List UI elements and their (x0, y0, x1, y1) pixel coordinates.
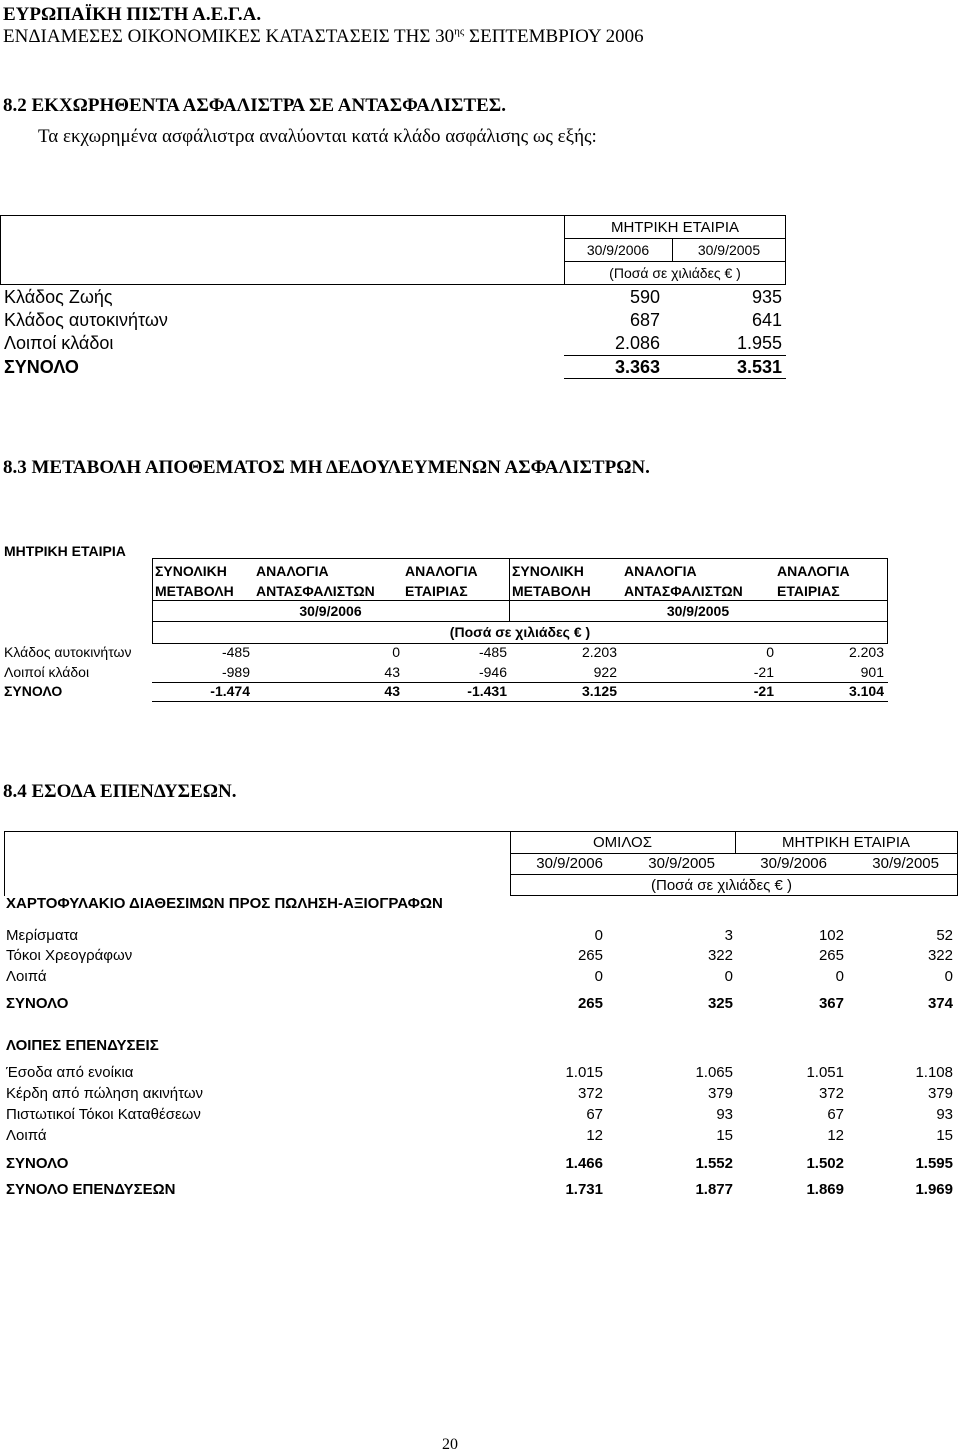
s82-col1-header: 30/9/2006 (586, 242, 650, 258)
table-cell: 12 (827, 1127, 844, 1144)
table-cell: 641 (751, 310, 782, 330)
table-cell: 372 (818, 1085, 844, 1102)
s84-date-header: 30/9/2006 (760, 855, 827, 872)
table-cell: 901 (860, 664, 884, 680)
s84-portfolio-total-label: ΣΥΝΟΛΟ (6, 995, 69, 1012)
table-cell: -1.431 (467, 683, 507, 699)
report-subtitle-pre: ΕΝΔΙΑΜΕΣΕΣ ΟΙΚΟΝΟΜΙΚΕΣ ΚΑΤΑΣΤΑΣΕΙΣ ΤΗΣ 30 (3, 26, 455, 47)
s84-date-header: 30/9/2006 (536, 855, 603, 872)
s83-col-header-line: ΑΝΑΛΟΓΙΑ (405, 563, 478, 579)
table-cell: 2.203 (581, 644, 617, 660)
table-cell: -946 (478, 664, 507, 680)
s83-col-header-line: ΑΝΑΛΟΓΙΑ (624, 563, 697, 579)
table-cell: 0 (944, 968, 953, 985)
table-cell: 265 (577, 995, 603, 1012)
s83-col-header-line: ΜΕΤΑΒΟΛΗ (512, 583, 591, 599)
table-cell: 0 (392, 644, 400, 660)
report-subtitle (3, 26, 644, 48)
table-cell: 687 (629, 310, 660, 330)
table-cell: 379 (707, 1085, 733, 1102)
page-number: 20 (442, 1436, 458, 1453)
table-row-label: Μερίσματα (6, 927, 79, 944)
table-cell: 935 (751, 287, 782, 307)
table-cell: 1.877 (695, 1181, 733, 1198)
s84-grand-total-label: ΣΥΝΟΛΟ ΕΠΕΝΔΥΣΕΩΝ (6, 1181, 176, 1198)
s84-other-title: ΛΟΙΠΕΣ ΕΠΕΝΔΥΣΕΙΣ (6, 1037, 159, 1054)
table-cell: -485 (221, 644, 250, 660)
table-cell: 12 (586, 1127, 603, 1144)
s84-other-total-label: ΣΥΝΟΛΟ (6, 1155, 69, 1172)
s83-total-label: ΣΥΝΟΛΟ (4, 683, 63, 699)
s82-total-v2: 3.531 (736, 357, 782, 377)
table-cell: 67 (827, 1106, 844, 1123)
table-row-label: Λοιπά (6, 968, 47, 985)
table-cell: 0 (594, 927, 603, 944)
s82-total-v1: 3.363 (614, 357, 660, 377)
s83-col-header-line: ΑΝΤΑΣΦΑΛΙΣΤΩΝ (256, 583, 375, 599)
table-cell: -1.474 (210, 683, 250, 699)
table-cell: 322 (927, 947, 953, 964)
table-cell: 1.502 (806, 1155, 844, 1172)
table-cell: 67 (586, 1106, 603, 1123)
table-cell: -989 (221, 664, 250, 680)
table-cell: 0 (766, 644, 774, 660)
s83-col-header-line: ΜΕΤΑΒΟΛΗ (155, 583, 234, 599)
s83-col-header (624, 561, 743, 601)
table-cell: 102 (818, 927, 844, 944)
s83-col-header-line: ΑΝΤΑΣΦΑΛΙΣΤΩΝ (624, 583, 743, 599)
table-cell: 372 (577, 1085, 603, 1102)
s84-units: (Ποσά σε χιλιάδες € ) (651, 877, 793, 894)
s83-col-header-line: ΑΝΑΛΟΓΙΑ (256, 563, 329, 579)
table-cell: 3.104 (848, 683, 884, 699)
table-cell: 1.552 (695, 1155, 733, 1172)
s83-col-header-line: ΣΥΝΟΛΙΚΗ (155, 563, 227, 579)
s83-col-header (155, 561, 234, 601)
table-row-label: Πιστωτικοί Τόκοι Καταθέσεων (6, 1106, 201, 1123)
s82-group-header: ΜΗΤΡΙΚΗ ΕΤΑΙΡΙΑ (610, 219, 740, 236)
table-cell: 93 (936, 1106, 953, 1123)
section-8-2-intro: Τα εκχωρημένα ασφάλιστρα αναλύονται κατά κλάδο ασφάλισης ως εξής: (38, 126, 597, 147)
table-cell: 15 (716, 1127, 733, 1144)
table-cell: 1.731 (565, 1181, 603, 1198)
table-cell: -21 (753, 683, 774, 699)
s83-col-header-line: ΕΤΑΙΡΙΑΣ (777, 583, 840, 599)
table-cell: 590 (629, 287, 660, 307)
table-cell: 1.051 (806, 1064, 844, 1081)
s84-group1-header: ΟΜΙΛΟΣ (593, 834, 652, 851)
s83-col-header (512, 561, 591, 601)
table-cell: 43 (384, 664, 400, 680)
table-cell: 2.086 (614, 333, 660, 353)
company-name: ΕΥΡΩΠΑΪΚΗ ΠΙΣΤΗ Α.Ε.Γ.Α. (3, 4, 262, 25)
section-8-3-heading: 8.3 ΜΕΤΑΒΟΛΗ ΑΠΟΘΕΜΑΤΟΣ ΜΗ ΔΕΔΟΥΛΕΥΜΕΝΩΝ ΑΣΦΑΛΙΣΤΡΩΝ. (3, 457, 650, 478)
table-cell: 2.203 (848, 644, 884, 660)
s84-date-header: 30/9/2005 (872, 855, 939, 872)
s83-units: (Ποσά σε χιλιάδες € ) (449, 624, 591, 640)
s83-col-header-line: ΕΤΑΙΡΙΑΣ (405, 583, 468, 599)
table-row-label: Κέρδη από πώληση ακινήτων (6, 1085, 204, 1102)
table-cell: 1.955 (736, 333, 782, 353)
s83-group-label: ΜΗΤΡΙΚΗ ΕΤΑΙΡΙΑ (4, 543, 126, 559)
report-subtitle-post: ΣΕΠΤΕΜΒΡΙΟΥ 2006 (464, 26, 644, 47)
s83-date2: 30/9/2005 (666, 603, 730, 619)
s83-col-header-line: ΣΥΝΟΛΙΚΗ (512, 563, 584, 579)
table-row-label: Λοιποί κλάδοι (4, 333, 114, 353)
table-cell: 374 (927, 995, 953, 1012)
table-cell: 379 (927, 1085, 953, 1102)
table-cell: 265 (818, 947, 844, 964)
table-row-label: Τόκοι Χρεογράφων (6, 947, 133, 964)
s83-col-header (256, 561, 375, 601)
s84-date-header: 30/9/2005 (648, 855, 715, 872)
table-row-label: Λοιπά (6, 1127, 47, 1144)
table-cell: 52 (936, 927, 953, 944)
section-8-2-heading: 8.2 ΕΚΧΩΡΗΘΕΝΤΑ ΑΣΦΑΛΙΣΤΡΑ ΣΕ ΑΝΤΑΣΦΑΛΙΣΤΕΣ. (3, 95, 506, 116)
s84-portfolio-title: ΧΑΡΤΟΦΥΛΑΚΙΟ ΔΙΑΘΕΣΙΜΩΝ ΠΡΟΣ ΠΩΛΗΣΗ-ΑΞΙΟΓΡΑΦΩΝ (6, 895, 443, 912)
s83-date1: 30/9/2006 (299, 603, 362, 619)
s82-units: (Ποσά σε χιλιάδες € ) (609, 265, 741, 281)
s83-col-header (777, 561, 850, 601)
section-8-4-heading: 8.4 ΕΣΟΔΑ ΕΠΕΝΔΥΣΕΩΝ. (3, 781, 237, 802)
table-cell: 325 (707, 995, 733, 1012)
s82-total-label: ΣΥΝΟΛΟ (4, 357, 79, 377)
report-subtitle-sup: ης (454, 25, 465, 38)
s83-col-header-line: ΑΝΑΛΟΓΙΑ (777, 563, 850, 579)
table-cell: 0 (594, 968, 603, 985)
table-cell: 1.065 (695, 1064, 733, 1081)
table-row-label: Κλάδος Ζωής (4, 287, 113, 307)
table-row-label: Έσοδα από ενοίκια (6, 1064, 134, 1081)
table-cell: 3 (724, 927, 733, 944)
table-cell: 93 (716, 1106, 733, 1123)
table-cell: 1.595 (915, 1155, 953, 1172)
table-cell: 1.015 (565, 1064, 603, 1081)
s83-col-header (405, 561, 478, 601)
table-cell: 265 (577, 947, 603, 964)
table-cell: 15 (936, 1127, 953, 1144)
s84-group2-header: ΜΗΤΡΙΚΗ ΕΤΑΙΡΙΑ (781, 834, 911, 851)
table-cell: 0 (724, 968, 733, 985)
table-cell: 0 (835, 968, 844, 985)
table-cell: 1.466 (565, 1155, 603, 1172)
table-cell: 43 (384, 683, 400, 699)
table-cell: 367 (818, 995, 844, 1012)
table-cell: 3.125 (581, 683, 617, 699)
table-cell: 922 (593, 664, 617, 680)
table-cell: -485 (478, 644, 507, 660)
table-row-label: Λοιποί κλάδοι (4, 664, 90, 680)
table-cell: 1.108 (915, 1064, 953, 1081)
table-row-label: Κλάδος αυτοκινήτων (4, 644, 132, 660)
table-cell: 322 (707, 947, 733, 964)
s82-col2-header: 30/9/2005 (697, 242, 761, 258)
table-row-label: Κλάδος αυτοκινήτων (4, 310, 168, 330)
table-cell: 1.969 (915, 1181, 953, 1198)
table-cell: 1.869 (806, 1181, 844, 1198)
table-cell: -21 (753, 664, 774, 680)
